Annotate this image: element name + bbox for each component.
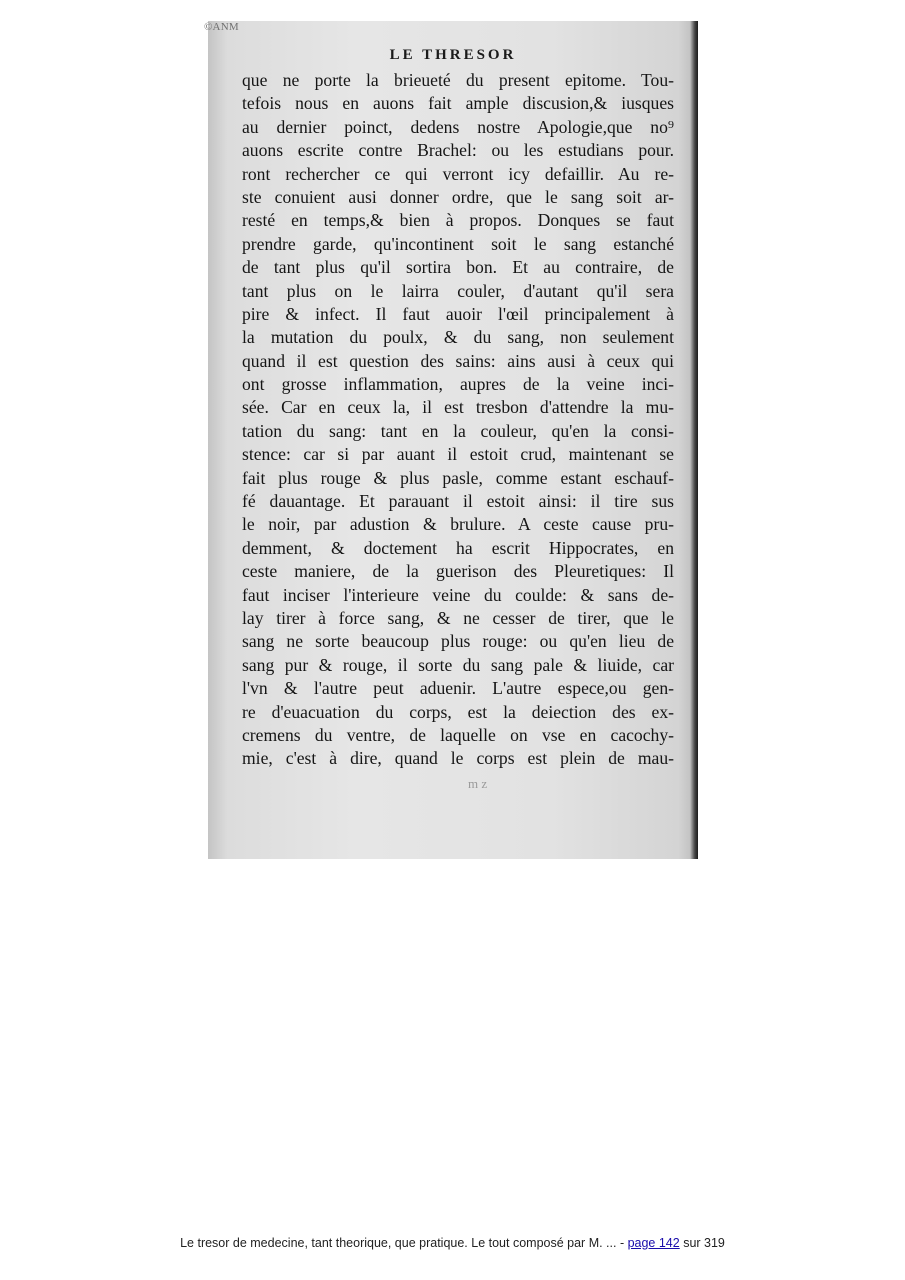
text-line: que ne porte la brieueté du present epitome. Tou- (242, 70, 674, 90)
page-link[interactable]: page 142 (627, 1236, 680, 1250)
text-line: faut inciser l'interieure veine du coulde: & sans de- (242, 584, 674, 605)
text-line: re d'euacuation du corps, est la deiection des ex- (242, 701, 674, 722)
text-line: prendre garde, qu'incontinent soit le sang estanché (242, 233, 674, 254)
text-line: stence: car si par auant il estoit crud, maintenant se (242, 444, 674, 465)
text-line: l'vn & l'autre peut aduenir. L'autre espece,ou gen- (242, 678, 674, 699)
running-head: LE THRESOR (389, 47, 517, 63)
text-line: ront rechercher ce qui verront icy defaillir. Au re- (242, 163, 674, 184)
text-line: fé dauantage. Et parauant il estoit ainsi: il tire sus (242, 491, 674, 512)
text-line: au dernier poinct, dedens nostre Apologie,que no⁹ (242, 116, 674, 137)
scanned-page-image (204, 21, 698, 859)
text-line: auons escrite contre Brachel: ou les estudians pour. (242, 140, 674, 161)
text-line: resté en temps,& bien à propos. Donques se faut (242, 210, 674, 231)
footer-title: Le tresor de medecine, tant theorique, que pratique. Le tout composé par M. ... - (180, 1236, 628, 1250)
text-line: la mutation du poulx, & du sang, non seulement (242, 327, 674, 348)
text-line: pire & infect. Il faut auoir l'œil principalement à (242, 303, 674, 324)
text-line: de tant plus qu'il sortira bon. Et au contraire, de (242, 257, 674, 278)
text-line: ste conuient ausi donner ordre, que le sang soit ar- (242, 186, 674, 207)
footer-caption (0, 1236, 905, 1250)
text-line: lay tirer à force sang, & ne cesser de tirer, que le (242, 607, 674, 628)
text-line: ont grosse inflammation, aupres de la veine inci- (242, 374, 674, 395)
watermark: ©ANM (204, 21, 239, 33)
text-line: tefois nous en auons fait ample discusion,& iusques (242, 93, 674, 114)
text-line: le noir, par adustion & brulure. A ceste cause pru- (242, 514, 674, 535)
text-line: cremens du ventre, de laquelle on vse en cacochy- (242, 724, 674, 745)
text-line: quand il est question des sains: ains ausi à ceux qui (242, 350, 674, 371)
text-line: fait plus rouge & plus pasle, comme estant eschauf- (242, 467, 674, 488)
footer-page-count: sur 319 (679, 1236, 725, 1250)
text-line: tant plus on le lairra couler, d'autant qu'il sera (242, 280, 674, 301)
text-line: ceste maniere, de la guerison des Pleuretiques: Il (242, 561, 674, 582)
text-line: demment, & doctement ha escrit Hippocrates, en (242, 537, 674, 558)
signature-mark: m z (468, 776, 488, 791)
text-line: mie, c'est à dire, quand le corps est plein de mau- (242, 748, 674, 769)
text-line: sang pur & rouge, il sorte du sang pale & liuide, car (242, 654, 674, 675)
text-line: sée. Car en ceux la, il est tresbon d'attendre la mu- (242, 397, 674, 418)
page-text (242, 69, 674, 771)
text-line: sang ne sorte beaucoup plus rouge: ou qu'en lieu de (242, 631, 674, 652)
text-line: tation du sang: tant en la couleur, qu'en la consi- (242, 420, 674, 441)
